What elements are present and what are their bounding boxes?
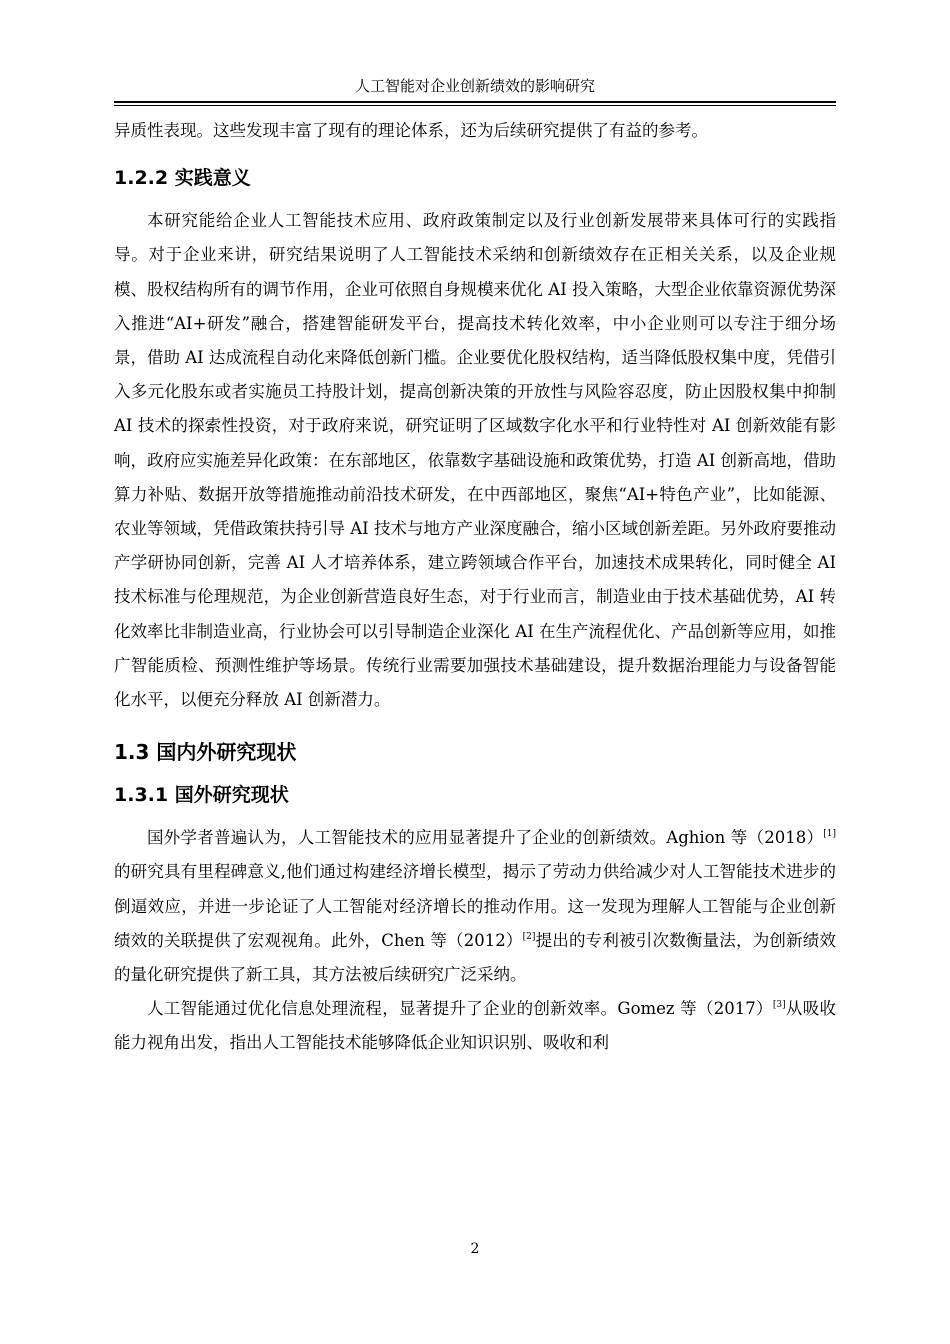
running-header-title: 人工智能对企业创新绩效的影响研究 (354, 77, 595, 95)
paragraph-text: 人工智能通过优化信息处理流程，显著提升了企业的创新效率。Gomez 等（2017） (147, 999, 773, 1019)
paragraph-text: 国外学者普遍认为，人工智能技术的应用显著提升了企业的创新绩效。Aghion 等（2018） (147, 828, 824, 848)
header-rule-thin (114, 105, 836, 106)
citation-ref-1: [1] (823, 829, 836, 840)
section-heading-1-3: 1.3 国内外研究现状 (114, 740, 297, 765)
foreign-research-paragraph-1 (114, 821, 836, 992)
paragraph-text: 提出的专利被引次数衡量法，为创新绩效的量化研究提供了新工具，其方法被后续研究广泛采纳。 (114, 930, 837, 985)
header-rule-thick (114, 101, 836, 103)
page-number: 2 (470, 1241, 480, 1257)
section-heading-1-2-2: 1.2.2 实践意义 (114, 167, 251, 190)
citation-ref-2: [2] (522, 931, 536, 942)
paragraph-text: 的研究具有里程碑意义,他们通过构建经济增长模型，揭示了劳动力供给减少对人工智能技术进步的倒逼效应，并进一步论证了人工智能对经济增长的推动作用。这一发现为理解人工智能与企业创新绩效的关联提供了宏观视角。此外，Chen 等（2012） (114, 862, 836, 950)
paragraph-text: 从吸收能力视角出发，指出人工智能技术能够降低企业知识识别、吸收和利 (114, 999, 836, 1053)
foreign-research-paragraph-2 (114, 992, 836, 1060)
page-body (114, 114, 836, 1061)
practical-significance-paragraph: 本研究能给企业人工智能技术应用、政府政策制定以及行业创新发展带来具体可行的实践指导。对于企业来讲，研究结果说明了人工智能技术采纳和创新绩效存在正相关关系，以及企业规模、股权结构所有的调节作用，企业可依照自身规模来优化 AI 投入策略，大型企业依靠资源优势深入推进“AI+研发”融合，搭建智能研发平台，提高技术转化效率，中小企业则可以专注于细分场景，借助 AI 达成流程自动化来降低创新门槛。企业要优化股权结构，适当降低股权集中度，凭借引入多元化股东或者实施员工持股计划，提高创新决策的开放性与风险容忍度，防止因股权集中抑制 AI 技术的探索性投资，对于政府来说，研究证明了区域数字化水平和行业特性对 AI 创新效能有影响，政府应实施差异化政策：在东部地区，依靠数字基础设施和政策优势，打造 AI 创新高地，借助算力补贴、数据开放等措施推动前沿技术研发，在中西部地区，聚焦“AI+特色产业”，比如能源、农业等领域，凭借政策扶持引导 AI 技术与地方产业深度融合，缩小区域创新差距。另外政府要推动产学研协同创新，完善 AI 人才培养体系，建立跨领域合作平台，加速技术成果转化，同时健全 AI 技术标准与伦理规范，为企业创新营造良好生态，对于行业而言，制造业由于技术基础优势，AI 转化效率比非制造业高，行业协会可以引导制造企业深化 AI 在生产流程优化、产品创新等应用，如推广智能质检、预测性维护等场景。传统行业需要加强技术基础建设，提升数据治理能力与设备智能化水平，以便充分释放 AI 创新潜力。 (114, 211, 836, 710)
citation-ref-3: [3] (772, 1000, 786, 1011)
section-heading-1-3-1: 1.3.1 国外研究现状 (114, 784, 289, 807)
continued-paragraph: 异质性表现。这些发现丰富了现有的理论体系，还为后续研究提供了有益的参考。 (114, 121, 708, 140)
